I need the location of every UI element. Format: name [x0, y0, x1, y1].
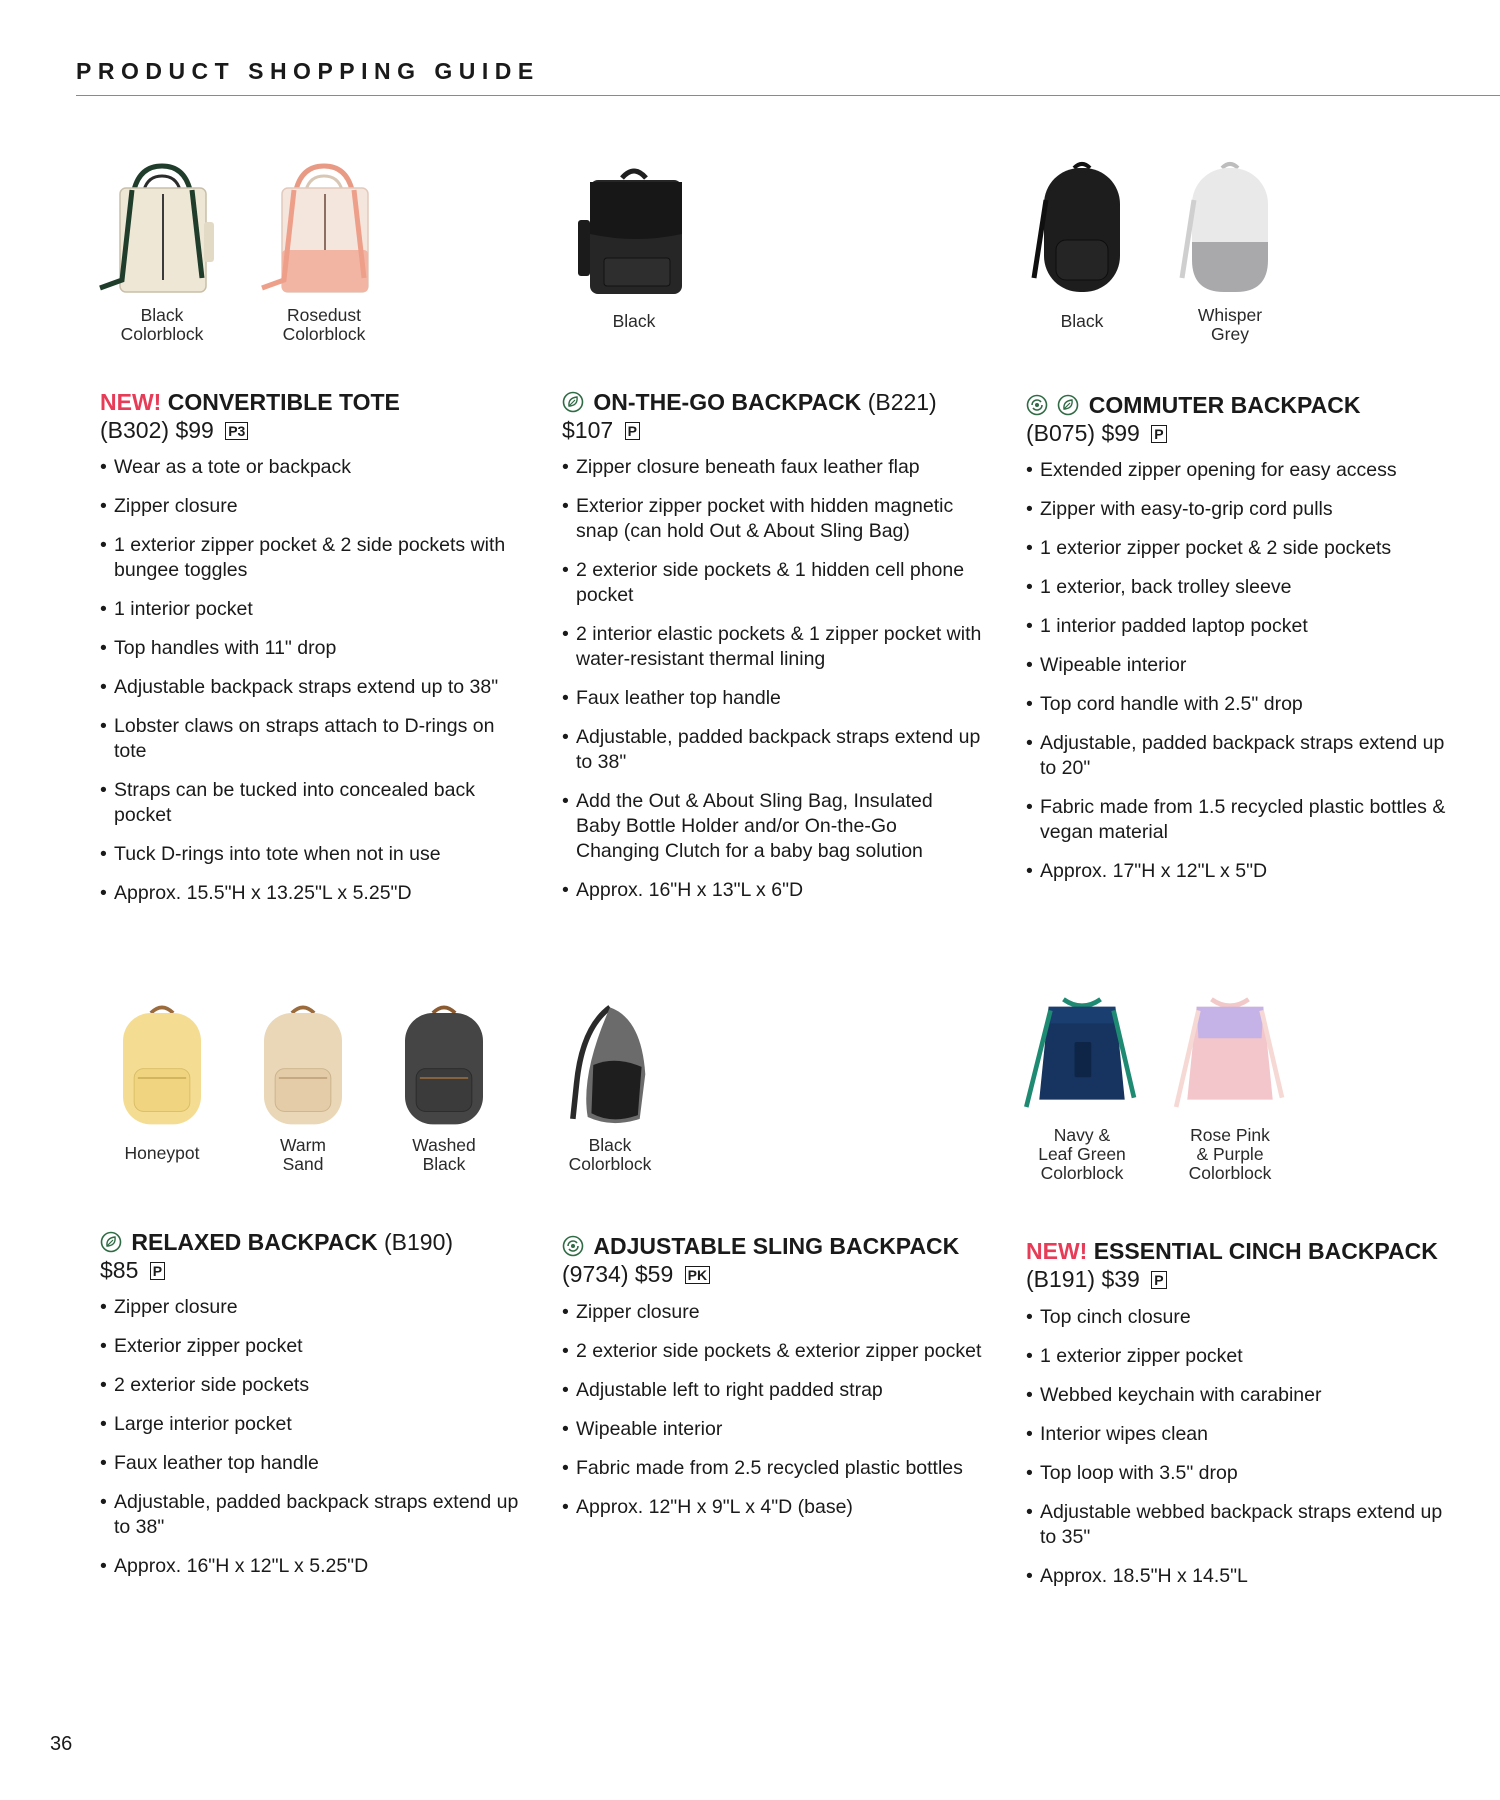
swatch-label: Black Colorblock — [568, 1135, 652, 1174]
swatch-navy-leaf-green-colorblock[interactable] — [1012, 990, 1152, 1183]
list-item: • Adjustable left to right padded strap — [562, 1378, 982, 1403]
list-item: • Zipper closure beneath faux leather flap — [562, 455, 982, 480]
product-title — [1026, 1237, 1446, 1293]
header-divider — [76, 95, 1500, 96]
program-badge: PK — [685, 1266, 710, 1284]
backpack-image — [379, 1000, 509, 1130]
eco-leaf-icon — [562, 391, 584, 413]
list-item: • Add the Out & About Sling Bag, Insulated Baby Bottle Holder and/or On-the-Go Changing Clutch for a baby bag solution — [562, 789, 982, 864]
product-title — [100, 1228, 520, 1284]
program-badge: P3 — [225, 422, 248, 440]
list-item: • Top cord handle with 2.5" drop — [1026, 692, 1446, 717]
swatch-label: Honeypot — [124, 1143, 200, 1163]
program-badge: P — [1151, 1271, 1166, 1289]
feature-list — [562, 455, 982, 917]
eco-recycle-icon — [1026, 394, 1048, 416]
list-item: • Extended zipper opening for easy access — [1026, 458, 1446, 483]
list-item: • Approx. 15.5"H x 13.25"L x 5.25"D — [100, 881, 520, 906]
backpack-image — [1160, 160, 1300, 300]
list-item: • Faux leather top handle — [100, 1451, 520, 1476]
feature-list — [100, 1295, 520, 1593]
product-name: CONVERTIBLE TOTE — [167, 389, 400, 415]
product-code: (B191) — [1026, 1266, 1096, 1292]
list-item: • Webbed keychain with carabiner — [1026, 1383, 1446, 1408]
program-badge: P — [1151, 425, 1166, 443]
product-convertible-tote — [78, 160, 518, 950]
product-name: RELAXED BACKPACK — [131, 1229, 378, 1255]
list-item: • 1 interior pocket — [100, 597, 520, 622]
product-price: $107 — [562, 417, 614, 443]
product-name: ADJUSTABLE SLING BACKPACK — [593, 1233, 960, 1259]
product-name: ESSENTIAL CINCH BACKPACK — [1093, 1238, 1438, 1264]
product-price: $59 — [634, 1261, 674, 1287]
new-label: NEW! — [1026, 1238, 1088, 1264]
feature-list — [100, 455, 520, 920]
tote-bag-image — [92, 160, 232, 300]
list-item: • 1 exterior zipper pocket & 2 side pockets — [1026, 536, 1446, 561]
swatch-label: Rose Pink & Purple Colorblock — [1188, 1125, 1272, 1183]
list-item: • Large interior pocket — [100, 1412, 520, 1437]
product-code: (B190) — [383, 1229, 454, 1255]
swatch-black[interactable] — [1012, 160, 1152, 331]
list-item: • 2 exterior side pockets & exterior zipper pocket — [562, 1339, 982, 1364]
swatch-label: Warm Sand — [279, 1135, 326, 1174]
list-item: • 1 exterior, back trolley sleeve — [1026, 575, 1446, 600]
swatch-rose-pink-purple-colorblock[interactable] — [1160, 990, 1300, 1183]
list-item: • Approx. 17"H x 12"L x 5"D — [1026, 859, 1446, 884]
list-item: • 1 exterior zipper pocket — [1026, 1344, 1446, 1369]
list-item: • 2 exterior side pockets & 1 hidden cell phone pocket — [562, 558, 982, 608]
cinch-bag-image — [1017, 990, 1147, 1120]
list-item: • Exterior zipper pocket — [100, 1334, 520, 1359]
page-header: PRODUCT SHOPPING GUIDE — [76, 58, 540, 84]
list-item: • Tuck D-rings into tote when not in use — [100, 842, 520, 867]
swatch-black-colorblock[interactable] — [92, 160, 232, 344]
list-item: • Approx. 16"H x 13"L x 6"D — [562, 878, 982, 903]
list-item: • 2 interior elastic pockets & 1 zipper pocket with water-resistant thermal lining — [562, 622, 982, 672]
list-item: • Wipeable interior — [562, 1417, 982, 1442]
swatch-honeypot[interactable] — [92, 1000, 232, 1163]
product-title — [1026, 391, 1446, 447]
product-title — [562, 1232, 982, 1288]
list-item: • Approx. 12"H x 9"L x 4"D (base) — [562, 1495, 982, 1520]
product-code: (B075) — [1026, 420, 1096, 446]
page-number: 36 — [50, 1733, 73, 1755]
eco-recycle-icon — [562, 1235, 584, 1257]
list-item: • Zipper closure — [100, 1295, 520, 1320]
product-name: COMMUTER BACKPACK — [1088, 392, 1361, 418]
list-item: • Zipper closure — [100, 494, 520, 519]
swatch-rosedust-colorblock[interactable] — [254, 160, 394, 344]
feature-list — [562, 1300, 982, 1534]
list-item: • Top loop with 3.5" drop — [1026, 1461, 1446, 1486]
swatch-label: Whisper Grey — [1197, 305, 1263, 344]
list-item: • Adjustable, padded backpack straps extend up to 38" — [562, 725, 982, 775]
product-price: $99 — [175, 417, 214, 443]
list-item: • Adjustable, padded backpack straps extend up to 20" — [1026, 731, 1446, 781]
eco-leaf-icon — [100, 1231, 122, 1253]
tote-bag-image — [254, 160, 394, 300]
program-badge: P — [625, 422, 640, 440]
product-title — [100, 388, 520, 444]
swatch-warm-sand[interactable] — [233, 1000, 373, 1174]
list-item: • Wear as a tote or backpack — [100, 455, 520, 480]
cinch-bag-image — [1165, 990, 1295, 1120]
list-item: • Fabric made from 1.5 recycled plastic bottles & vegan material — [1026, 795, 1446, 845]
swatch-washed-black[interactable] — [374, 1000, 514, 1174]
product-price: $39 — [1101, 1266, 1140, 1292]
list-item: • Adjustable, padded backpack straps extend up to 38" — [100, 1490, 520, 1540]
list-item: • 1 exterior zipper pocket & 2 side pockets with bungee toggles — [100, 533, 520, 583]
list-item: • Lobster claws on straps attach to D-rings on tote — [100, 714, 520, 764]
swatch-black[interactable] — [564, 160, 704, 331]
program-badge: P — [150, 1262, 165, 1280]
swatch-label: Washed Black — [412, 1135, 476, 1174]
product-on-the-go-backpack — [540, 160, 980, 980]
list-item: • Interior wipes clean — [1026, 1422, 1446, 1447]
swatch-label: Black — [612, 311, 656, 331]
product-relaxed-backpack — [78, 1000, 518, 1620]
backpack-image — [238, 1000, 368, 1130]
product-name: ON-THE-GO BACKPACK — [593, 389, 862, 415]
list-item: • Zipper closure — [562, 1300, 982, 1325]
product-title — [562, 388, 982, 444]
swatch-label: Black Colorblock — [120, 305, 204, 344]
product-price: $85 — [100, 1257, 139, 1283]
feature-list — [1026, 458, 1446, 898]
list-item: • Adjustable webbed backpack straps extend up to 35" — [1026, 1500, 1446, 1550]
backpack-image — [1012, 160, 1152, 300]
list-item: • 1 interior padded laptop pocket — [1026, 614, 1446, 639]
list-item: • Top cinch closure — [1026, 1305, 1446, 1330]
product-price: $99 — [1101, 420, 1140, 446]
list-item: • Zipper with easy-to-grip cord pulls — [1026, 497, 1446, 522]
swatch-label: Black — [1060, 311, 1104, 331]
list-item: • Approx. 18.5"H x 14.5"L — [1026, 1564, 1446, 1589]
swatch-label: Rosedust Colorblock — [282, 305, 366, 344]
swatch-label: Navy & Leaf Green Colorblock — [1038, 1125, 1126, 1183]
sling-bag-image — [545, 1000, 675, 1130]
list-item: • Fabric made from 2.5 recycled plastic bottles — [562, 1456, 982, 1481]
product-essential-cinch-backpack — [1004, 990, 1444, 1610]
swatch-black-colorblock[interactable] — [540, 1000, 680, 1174]
new-label: NEW! — [100, 389, 162, 415]
swatch-whisper-grey[interactable] — [1160, 160, 1300, 344]
list-item: • Approx. 16"H x 12"L x 5.25"D — [100, 1554, 520, 1579]
product-code: (B302) — [100, 417, 170, 443]
list-item: • Exterior zipper pocket with hidden magnetic snap (can hold Out & About Sling Bag) — [562, 494, 982, 544]
list-item: • Adjustable backpack straps extend up to 38" — [100, 675, 520, 700]
list-item: • 2 exterior side pockets — [100, 1373, 520, 1398]
list-item: • Top handles with 11" drop — [100, 636, 520, 661]
eco-leaf-icon — [1057, 394, 1079, 416]
product-code: (9734) — [562, 1261, 629, 1287]
product-code: (B221) — [867, 389, 937, 415]
product-commuter-backpack — [1004, 160, 1444, 920]
feature-list — [1026, 1305, 1446, 1603]
backpack-image — [564, 160, 704, 300]
backpack-image — [97, 1000, 227, 1130]
product-adjustable-sling-backpack — [540, 1000, 980, 1620]
list-item: • Straps can be tucked into concealed back pocket — [100, 778, 520, 828]
list-item: • Faux leather top handle — [562, 686, 982, 711]
list-item: • Wipeable interior — [1026, 653, 1446, 678]
